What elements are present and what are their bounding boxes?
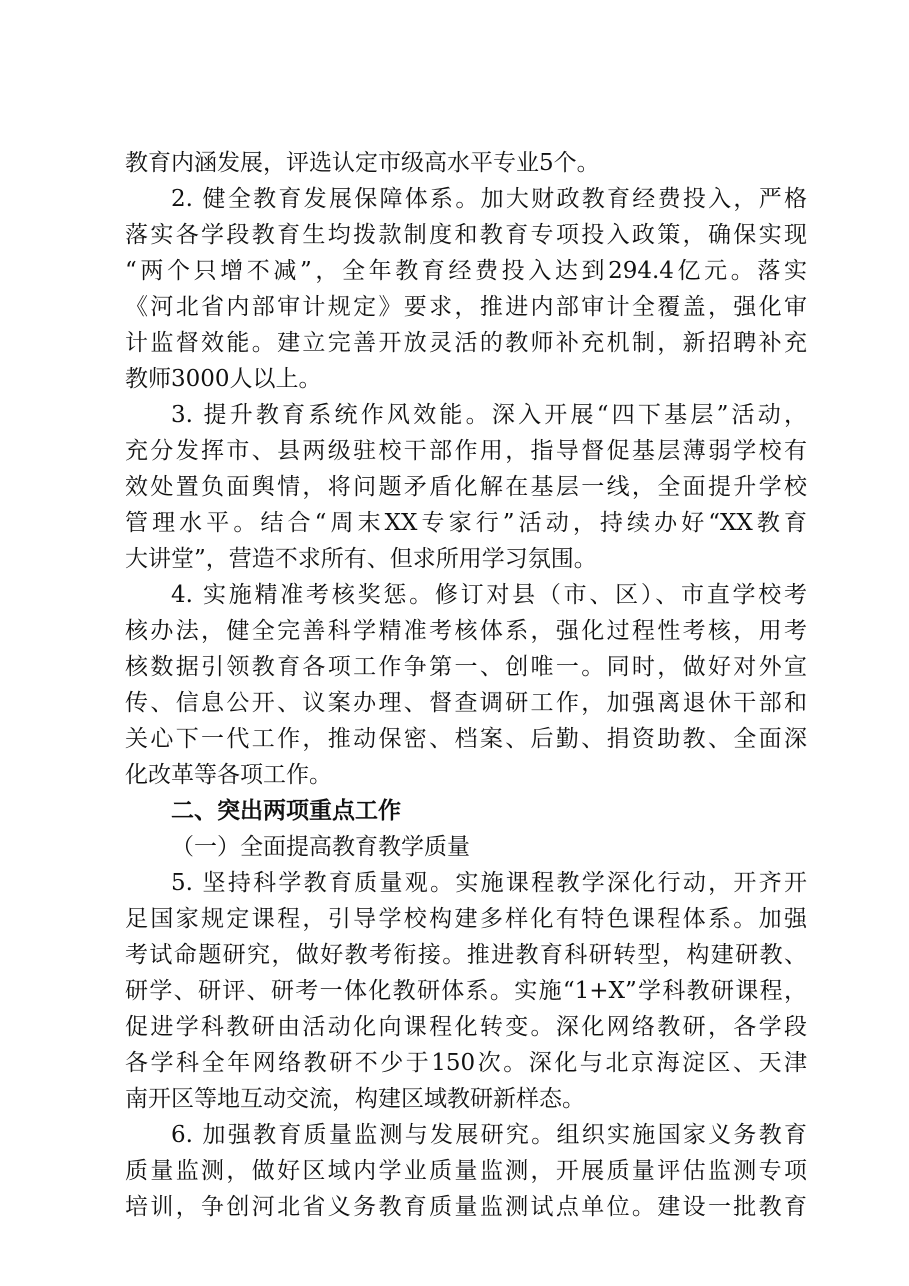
text-line: 6. 加强教育质量监测与发展研究。组织实施国家义务教育 [171,1122,807,1148]
text-line: 质量监测，做好区域内学业质量监测，开展质量评估监测专项 [125,1158,807,1184]
text-line: 足国家规定课程，引导学校构建多样化有特色课程体系。加强 [125,906,807,932]
paragraph-6 [125,1117,807,1225]
paragraph-5 [125,865,807,1117]
text-line: 各学科全年网络教研不少于150次。深化与北京海淀区、天津 [125,1050,807,1076]
text-line: 核数据引领教育各项工作争第一、创唯一。同时，做好对外宣 [125,654,807,680]
text-line: 核办法，健全完善科学精准考核体系，强化过程性考核，用考 [125,618,807,644]
text-line: 效处置负面舆情，将问题矛盾化解在基层一线，全面提升学校 [125,474,807,500]
text-line: 促进学科教研由活动化向课程化转变。深化网络教研，各学段 [125,1014,807,1040]
text-line: 教育内涵发展，评选认定市级高水平专业5个。 [125,150,600,176]
document-body [125,145,807,1225]
text-line: 化改革等各项工作。 [125,762,332,788]
paragraph-2 [125,181,807,397]
text-line: 4. 实施精准考核奖惩。修订对县（市、区）、市直学校考 [171,582,807,608]
paragraph-continuation [125,145,807,181]
text-line: “两个只增不减”，全年教育经费投入达到294.4亿元。落实 [125,258,807,284]
text-line: 研学、研评、研考一体化教研体系。实施“1+X”学科教研课程， [125,978,807,1004]
text-line: 5. 坚持科学教育质量观。实施课程教学深化行动，开齐开 [171,870,807,896]
paragraph-4 [125,577,807,793]
text-line: 关心下一代工作，推动保密、档案、后勤、捐资助教、全面深 [125,726,807,752]
text-line: 传、信息公开、议案办理、督查调研工作，加强离退休干部和 [125,690,807,716]
text-line: 南开区等地互动交流，构建区域教研新样态。 [125,1086,585,1112]
text-line: 大讲堂”，营造不求所有、但求所用学习氛围。 [125,546,597,572]
text-line: 教师3000人以上。 [125,366,322,392]
text-line: 《河北省内部审计规定》要求，推进内部审计全覆盖，强化审 [125,294,807,320]
paragraph-3 [125,397,807,577]
text-line: 培训，争创河北省义务教育质量监测试点单位。建设一批教育 [125,1194,807,1220]
section-heading: 二、突出两项重点工作 [171,798,401,824]
text-line: 计监督效能。建立完善开放灵活的教师补充机制，新招聘补充 [125,330,807,356]
text-line: 2. 健全教育发展保障体系。加大财政教育经费投入，严格 [171,186,807,212]
text-line: 考试命题研究，做好教考衔接。推进教育科研转型，构建研教、 [125,942,807,968]
text-line: 落实各学段教育生均拨款制度和教育专项投入政策，确保实现 [125,222,807,248]
text-line: 3. 提升教育系统作风效能。深入开展“四下基层”活动， [171,402,807,428]
text-line: 管理水平。结合“周末XX专家行”活动，持续办好“XX教育 [125,510,807,536]
subsection-heading: （一）全面提高教育教学质量 [171,834,470,860]
text-line: 充分发挥市、县两级驻校干部作用，指导督促基层薄弱学校有 [125,438,807,464]
